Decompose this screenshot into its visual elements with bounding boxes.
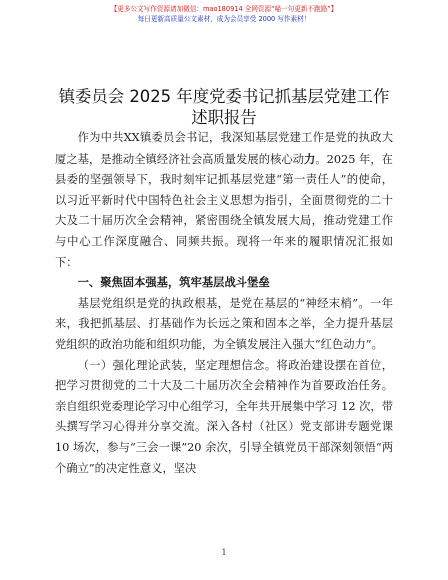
section-1-paragraph: 基层党组织是党的执政根基，是党在基层的“神经末梢”。一年来，我把抓基层、打基础作为长远之策和固本之举，全力提升基层党组织的政治功能和组织功能，为全镇发展注入强大“红色动力”。 bbox=[55, 296, 393, 351]
page-number: 1 bbox=[221, 548, 227, 557]
intro-text-bold: 力 bbox=[304, 151, 316, 166]
intro-paragraph bbox=[55, 128, 393, 273]
subsection-1-paragraph: （一）强化理论武装，坚定理想信念。将政治建设摆在首位，把学习贯彻党的二十大及二十届历次全会精神作为首要政治任务。亲自组织党委理论学习中心组学习，全年共开展集中学习 12 次，带头撰写学习心得并分享交流。深入各村（社区）党支部讲专题党课 10 场次，参与“三会一课”20 余次，引导全镇党员干部深刻领悟“两个确立”的决定性意义，坚决 bbox=[55, 358, 393, 475]
promo-line-1: 【更多公文写作资源请加微信：mao180914 全网资源“喵一句更新不跑路”】 bbox=[110, 5, 338, 13]
intro-text-end: 。2025 年，在县委的坚强领导下，我时刻牢记抓基层党建“第一责任人”的使命，以习近平新时代中国特色社会主义思想为指引，全面贯彻党的二十大及二十届历次全会精神，紧密围绕全镇发展大局，推动党建工作与中心工作深度融合、同频共振。现将一年来的履职情况汇报如下： bbox=[55, 152, 393, 269]
document-title: 镇委员会 2025 年度党委书记抓基层党建工作述职报告 bbox=[58, 87, 390, 127]
document-body bbox=[55, 128, 393, 479]
promo-banner bbox=[0, 4, 448, 24]
intro-text-start: 作为中共XX镇委员会书记，我深知基层党建工作是党的执政大厦之基，是推动全镇经济社会高质量发展的核心动 bbox=[55, 131, 393, 166]
promo-line-2: 每日更新高质量公文素材，成为会员享受 2000 写作素材！ bbox=[137, 15, 311, 23]
section-1-heading: 一、聚焦固本强基，筑牢基层战斗堡垒 bbox=[77, 276, 270, 290]
